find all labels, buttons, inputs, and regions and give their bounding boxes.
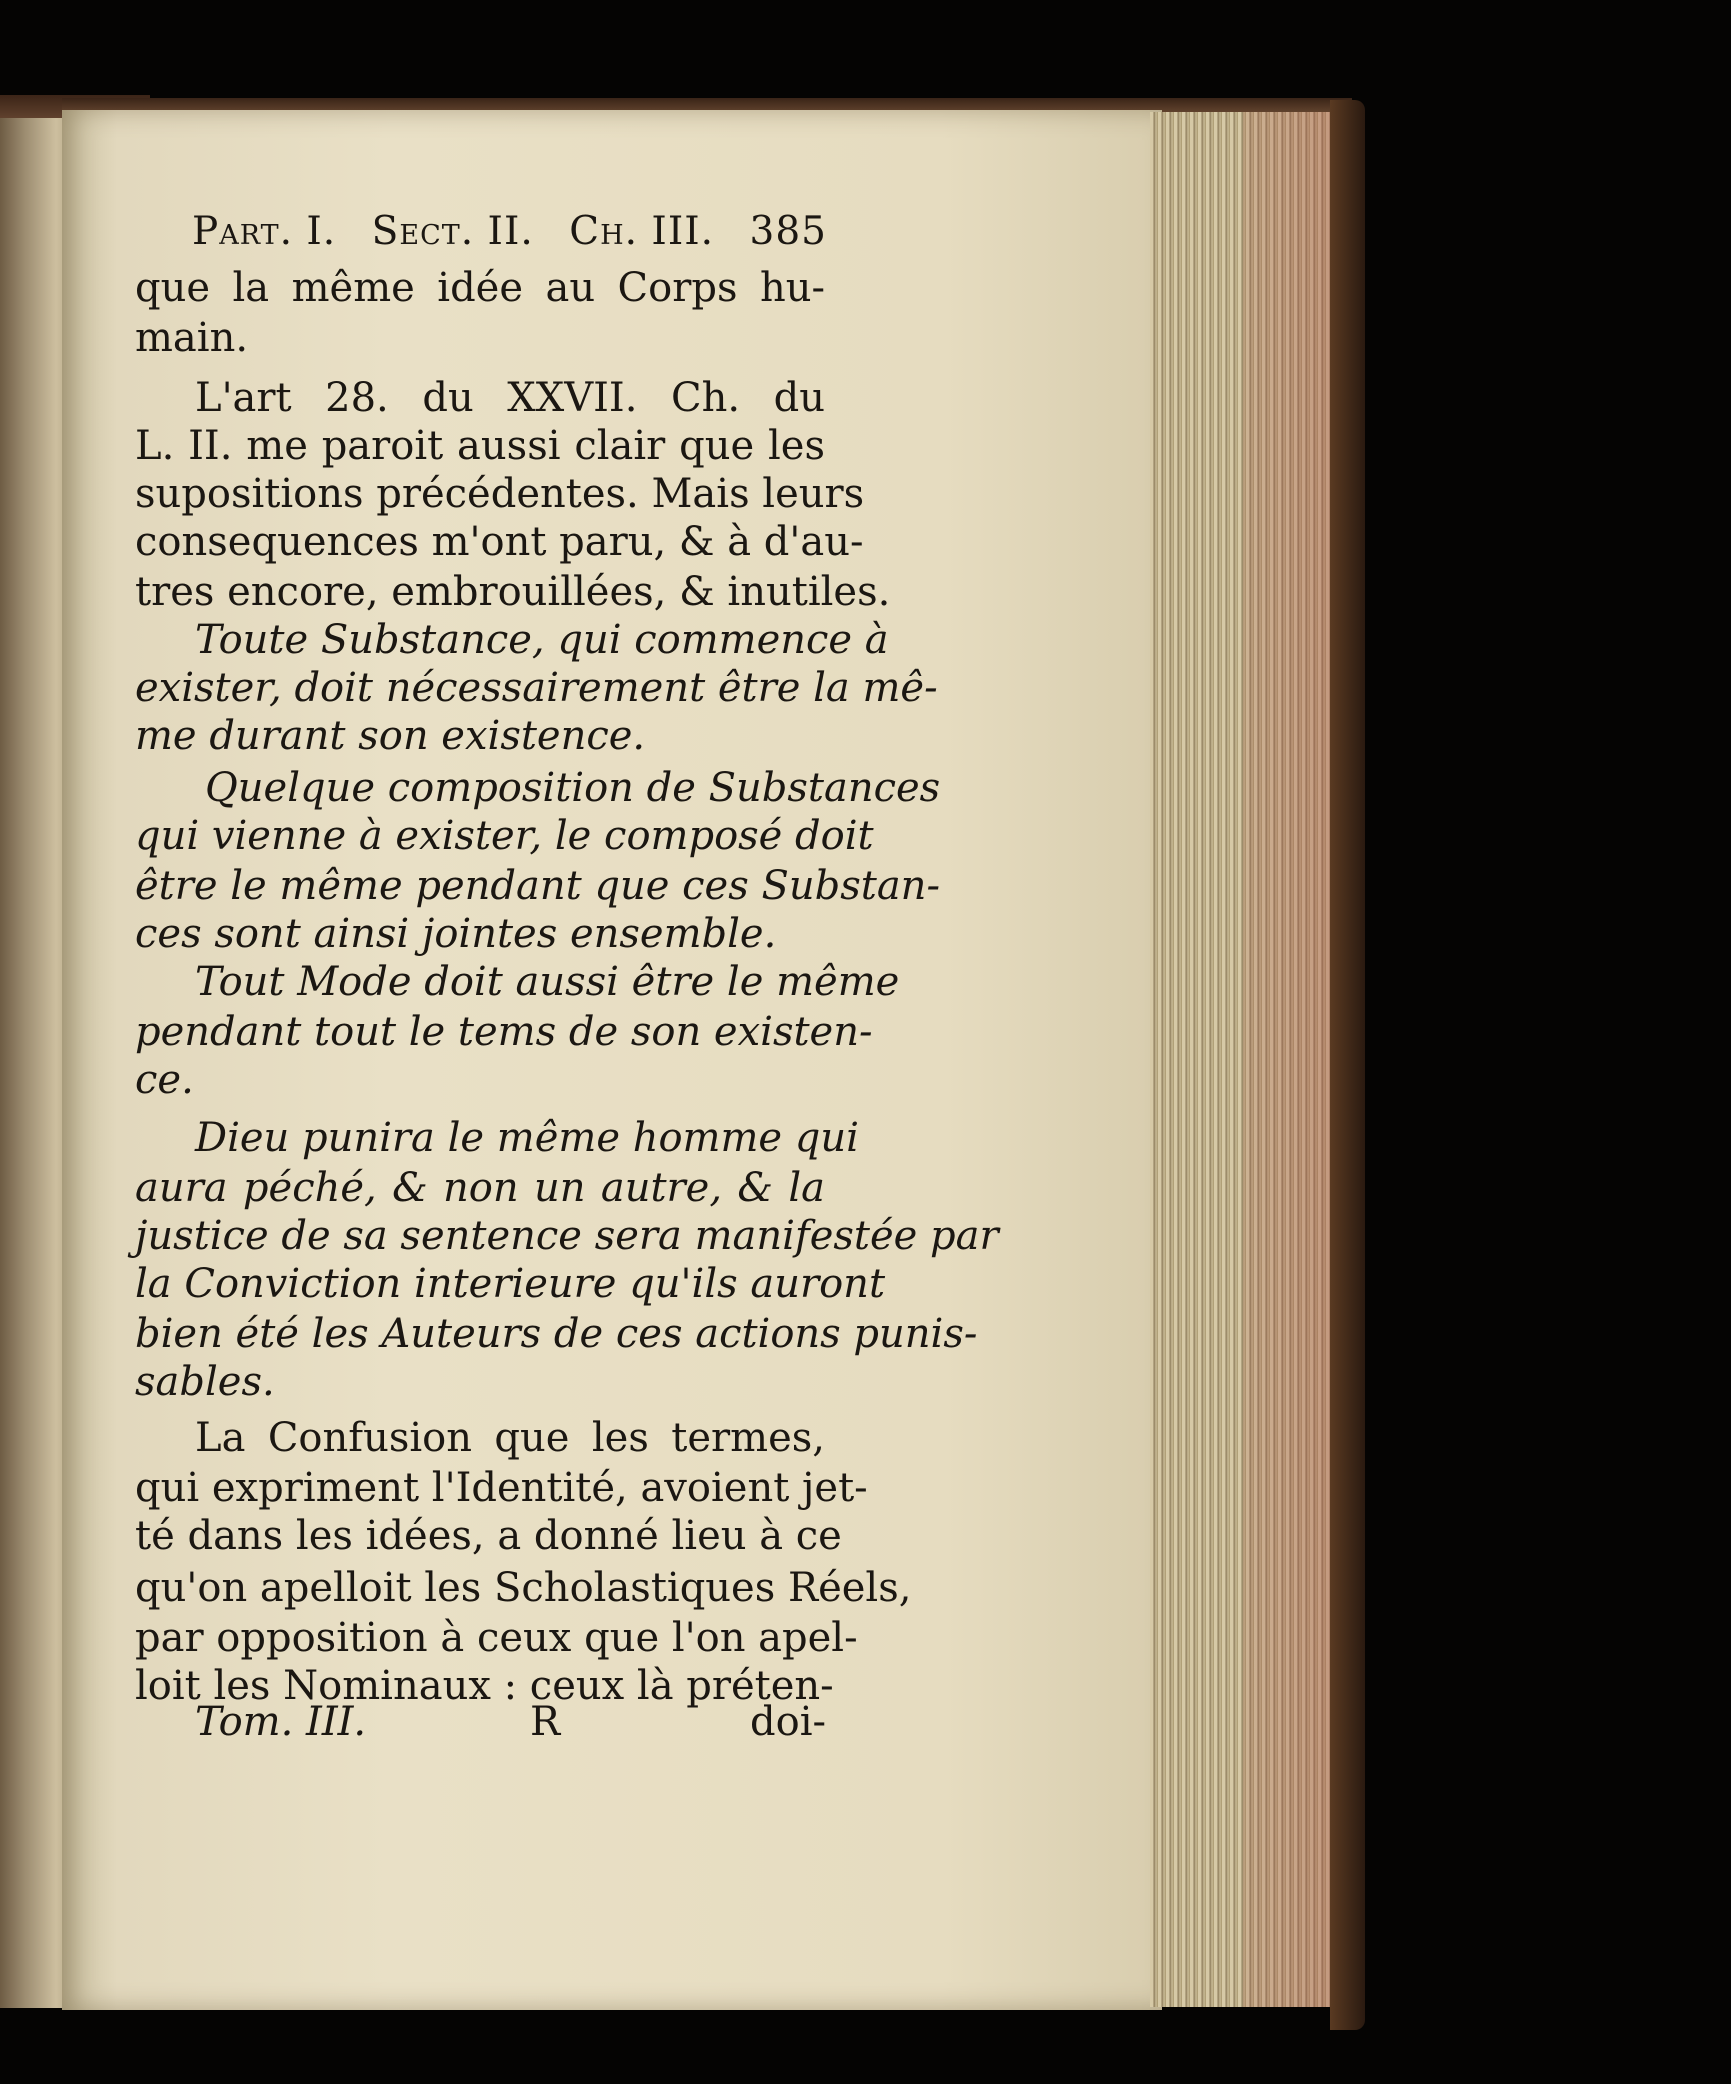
running-head <box>192 209 827 254</box>
text-line: la Conviction interieure qu'ils auront <box>135 1261 886 1307</box>
text-line: qui expriment l'Identité, avoient jet- <box>135 1465 868 1511</box>
text-line: La Confusion que les termes, <box>195 1415 825 1461</box>
text-line: loit les Nominaux : ceux là préten- <box>135 1663 834 1709</box>
volume-label: Tom. III. <box>195 1699 367 1745</box>
running-head-section: Sect. II. <box>371 209 534 254</box>
text-line: me durant son existence. <box>135 713 646 759</box>
text-line: L'art 28. du XXVII. Ch. du <box>195 375 825 421</box>
text-line: main. <box>135 315 249 361</box>
text-line: sables. <box>135 1359 275 1405</box>
text-line: ce. <box>135 1057 194 1103</box>
text-line: qui vienne à exister, le composé doit <box>135 813 874 859</box>
text-line: supositions précédentes. Mais leurs <box>135 471 865 517</box>
signature-mark: R <box>530 1699 561 1745</box>
catchword: doi- <box>750 1699 826 1745</box>
page-number: 385 <box>749 209 827 254</box>
text-line: ces sont ainsi jointes ensemble. <box>135 911 777 957</box>
text-line: justice de sa sentence sera manifestée par <box>135 1213 999 1259</box>
text-line: Tout Mode doit aussi être le même <box>195 959 900 1005</box>
text-line: pendant tout le tems de son existen- <box>135 1009 873 1055</box>
text-line: exister, doit nécessairement être la mê- <box>135 665 938 711</box>
running-head-chapter: Ch. III. <box>569 209 715 254</box>
text-line: L. II. me paroit aussi clair que les <box>135 423 825 469</box>
text-line: Toute Substance, qui commence à <box>195 617 889 663</box>
text-line: qu'on apelloit les Scholastiques Réels, <box>135 1565 912 1611</box>
text-line: que la même idée au Corps hu- <box>135 265 825 311</box>
text-line: aura péché, & non un autre, & la <box>135 1165 825 1211</box>
text-line: par opposition à ceux que l'on apel- <box>135 1615 858 1661</box>
text-line: être le même pendant que ces Substan- <box>135 863 940 909</box>
text-line: consequences m'ont paru, & à d'au- <box>135 519 864 565</box>
text-line: Quelque composition de Substances <box>205 765 941 811</box>
text-line: té dans les idées, a donné lieu à ce <box>135 1513 842 1559</box>
text-line: bien été les Auteurs de ces actions punis- <box>135 1311 978 1357</box>
text-line: Dieu punira le même homme qui <box>195 1115 859 1161</box>
running-head-part: Part. I. <box>192 209 337 254</box>
text-line: tres encore, embrouillées, & inutiles. <box>135 569 891 615</box>
